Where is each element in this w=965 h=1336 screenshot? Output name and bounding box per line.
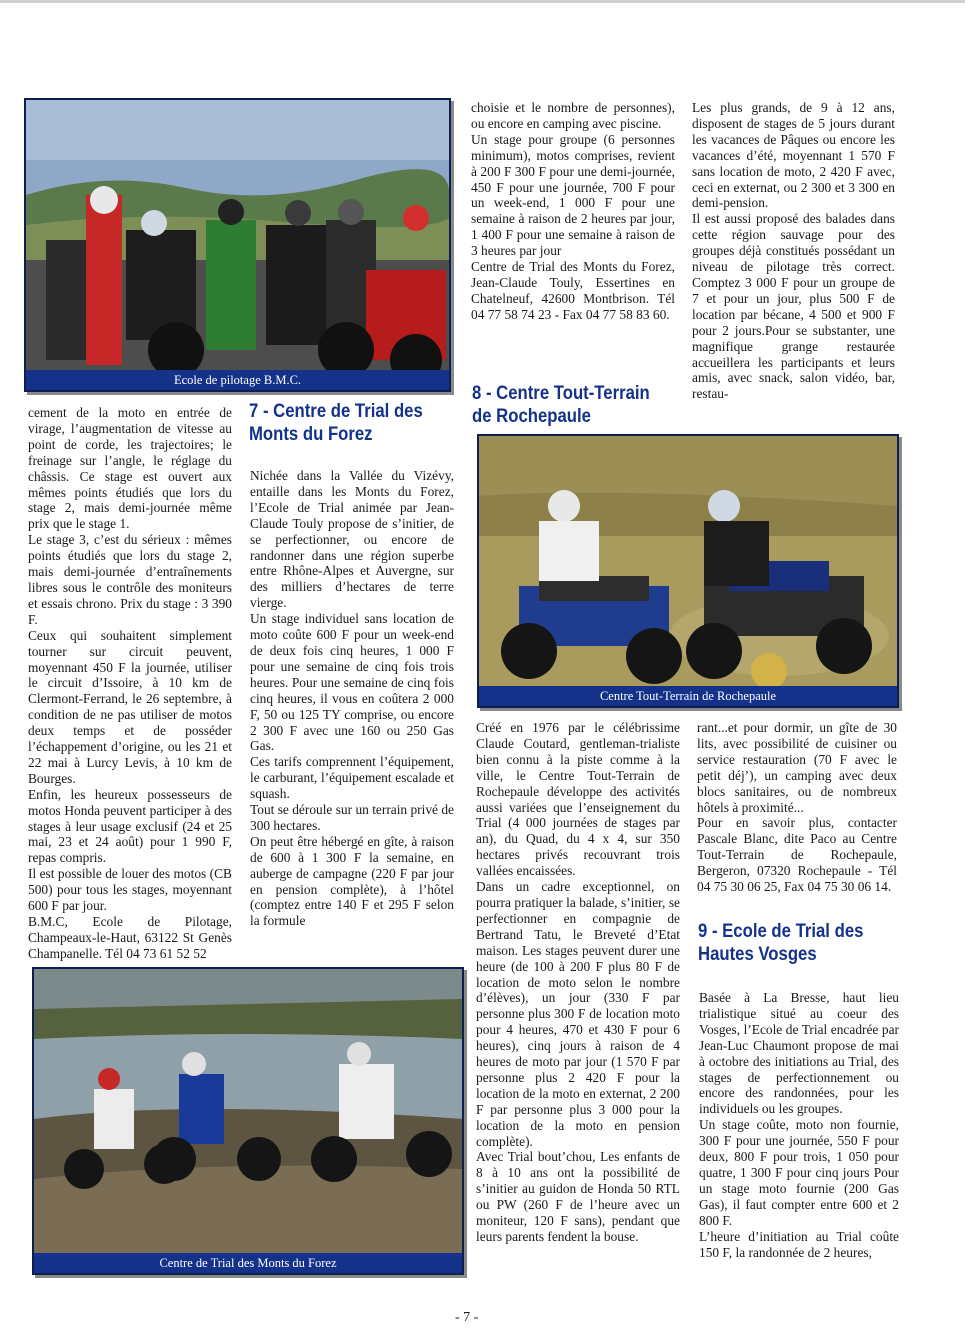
column-7: [699, 990, 899, 1260]
column-1: [28, 405, 232, 962]
photo-bmc-riders: [24, 98, 451, 392]
heading-section-8: 8 - Centre Tout-Terrain de Rochepaule: [472, 383, 650, 427]
col1-paragraph: Ceux qui souhaitent simplement tourner sur circuit peuvent, moyennant 450 F la journée, utiliser le circuit d’Issoire, à 10 km de Clermont-Ferrand, le 26 septembre, à condition de ne pas utiliser de motos deux temps et de posséder l’échappement d’origine, ou les 21 et 22 mai à Lurcy Levis, à 10 km de Bourges.: [28, 627, 232, 786]
col5-paragraph: Créé en 1976 par le célébrissime Claude Coutard, gentleman-trialiste bien connu à la piste comme à la ville, le Centre Tout-Terrain de Rochepaule développe des activités aussi variées que l’enseignement du Trial (4 000 journées de stages par an), du Quad, du 4 x 4, sur 350 hectares privés recouvrant trois vallées encaissées.: [476, 720, 680, 879]
col7-paragraph: Basée à La Bresse, haut lieu trialistique situé au coeur des Vosges, l’Ecole de Trial encadrée par Jean-Luc Chaumont propose de mai à octobre des initiations au Trial, des stages de perfectionnement ou encore des randonnées, pour les individuels ou les groupes.: [699, 990, 899, 1117]
column-4: [692, 100, 895, 402]
col1-paragraph: Le stage 3, c’est du sérieux : mêmes points étudiés que lors du stage 2, mais demi-journée d’entraînements libres sous le contrôle des moniteurs et essais chrono. Prix du stage : 3 390 F.: [28, 532, 232, 627]
caption-rochepaule: Centre Tout-Terrain de Rochepaule: [479, 686, 897, 706]
top-rule: [0, 0, 965, 3]
col3-paragraph: Un stage pour groupe (6 personnes minimum), motos comprises, revient à 200 F 300 F pour une demi-journée, 450 F pour une journée, 700 F pour un week-end, 1 000 F pour une semaine à raison de 2 heures par jour, 1 400 F pour une semaine à raison de 3 heures par jour: [471, 131, 675, 259]
caption-forez: Centre de Trial des Monts du Forez: [34, 1253, 462, 1273]
heading-section-7: 7 - Centre de Trial des Monts du Forez: [249, 401, 423, 445]
rochepaule-quads-illustration: [479, 436, 897, 706]
forez-trial-illustration: [34, 969, 462, 1273]
col5-paragraph: Dans un cadre exceptionnel, on pourra pratiquer la balade, s’initier, se perfectionner en compagnie de Bertrand Tatu, le Breveté d’Etat maison. Les stages peuvent durer une heure (de 100 à 200 F plus 80 F de location de moto selon le nombre d’élèves), un jour (330 F par personne plus 300 F de location moto pour 4 heures, 470 et 430 F pour 6 heures), cinq jours à raison de 4 heures de moto par jour (1 570 F par personne plus 2 420 F pour la location de la moto en externat, 2 200 F par personne plus 3 000 pour la location de la moto en pension complète).: [476, 879, 680, 1149]
col7-paragraph: L’heure d’initiation au Trial coûte 150 F, la randonnée de 2 heures,: [699, 1228, 899, 1260]
caption-bmc: Ecole de pilotage B.M.C.: [26, 370, 449, 390]
photo-forez-trial: [32, 967, 464, 1275]
photo-rochepaule-quads: [477, 434, 899, 708]
col2-paragraph: Tout se déroule sur un terrain privé de 300 hectares.: [250, 802, 454, 833]
col2-paragraph: On peut être hébergé en gîte, à raison de 600 à 1 300 F la semaine, en auberge de campagne (220 F par jour en pension complète), à l’hôtel (comptez entre 140 F et 295 F selon la formule: [250, 833, 454, 929]
column-5: [476, 720, 680, 1245]
col4-paragraph: Il est aussi proposé des balades dans cette région sauvage pour des groupes déjà constitués possédant un niveau de pilotage très correct. Comptez 3 000 F pour un groupe de 7 et pour un jour, plus 500 F de location par bécane, 4 500 et 900 F pour 2 jours.Pour se substanter, une magnifique grange restaurée accueillera les participants et leurs amis, avec snack, salon vidéo, bar, restau-: [692, 211, 895, 402]
heading-section-9: 9 - Ecole de Trial des Hautes Vosges: [698, 921, 864, 965]
col1-paragraph: B.M.C, Ecole de Pilotage, Champeaux-le-Haut, 63122 St Genès Champanelle. Tél 04 73 61 52 52: [28, 914, 232, 961]
col7-paragraph: Un stage coûte, moto non fournie, 300 F pour une journée, 550 F pour deux, 800 F pour trois, 1 050 pour quatre, 1 300 F pour cinq jours Pour un stage moto fournie (200 Gas Gas), il faut compter entre 600 et 2 800 F.: [699, 1117, 899, 1228]
column-3: [471, 100, 675, 323]
col3-paragraph: choisie et le nombre de personnes), ou encore en camping avec piscine.: [471, 100, 675, 131]
col4-paragraph: Les plus grands, de 9 à 12 ans, disposent de stages de 5 jours durant les vacances de Pâques ou encore les vacances d’été, moyennant 1 570 F sans location de moto, 2 420 F avec, ceci en externat, ou 2 300 et 3 300 en demi-pension.: [692, 100, 895, 211]
column-2: [250, 468, 454, 929]
col1-paragraph: Il est possible de louer des motos (CB 500) pour tous les stages, moyennant 600 F par jour.: [28, 866, 232, 914]
column-6: [697, 720, 897, 895]
col5-paragraph: Avec Trial bout’chou, Les enfants de 8 à 10 ans ont la possibilité de s’initier au guidon de Honda 50 RTL ou PW (260 F de l’heure avec un moniteur, 120 F sans), pendant que leurs parents fendent la bouse.: [476, 1149, 680, 1244]
col1-paragraph: Enfin, les heureux possesseurs de motos Honda peuvent participer à des stages à leur usage exclusif (24 et 25 mai, 23 et 24 août) pour 1 990 F, repas compris.: [28, 786, 232, 866]
col2-paragraph: Nichée dans la Vallée du Vizévy, entaille dans les Monts du Forez, l’Ecole de Trial animée par Jean-Claude Touly propose de s’initier, de se perfectionner, ou encore de randonner dans une région superbe entre Rhône-Alpes et Auvergne, sur des milliers d’hectares de terre vierge.: [250, 468, 454, 611]
col6-paragraph: Pour en savoir plus, contacter Pascale Blanc, dite Paco au Centre Tout-Terrain de Rochepaule, Bergeron, 07320 Rochepaule - Tél 04 75 30 06 25, Fax 04 75 30 06 14.: [697, 815, 897, 895]
col2-paragraph: Ces tarifs comprennent l’équipement, le carburant, l’équipement escalade et squash.: [250, 754, 454, 802]
col6-paragraph: rant...et pour dormir, un gîte de 30 lits, avec possibilité de cuisiner ou service restauration (70 F avec le petit déj’), un camping avec deux blocs sanitaires, ou de nombreux hôtels à proximité...: [697, 720, 897, 815]
col1-paragraph: cement de la moto en entrée de virage, l’augmentation de vitesse au point de corde, les trajectoires; le freinage sur l’angle, le réglage du châssis. Ce stage est ouvert aux mêmes points étudiés que lors du stage 2, mais demi-journée même prix que le stage 1.: [28, 405, 232, 532]
col2-paragraph: Un stage individuel sans location de moto coûte 600 F pour un week-end de deux fois cinq heures, 1 000 F pour une semaine de cinq fois trois heures. Pour une semaine de cinq fois cinq heures, il vous en coûtera 2 000 F, 50 ou 125 TY comprise, ou encore 2 300 F avec une 160 ou 250 Gas Gas.: [250, 611, 454, 754]
bmc-riders-illustration: [26, 100, 449, 390]
page-number: - 7 -: [455, 1310, 479, 1325]
col3-paragraph: Centre de Trial des Monts du Forez, Jean-Claude Touly, Essertines en Chatelneuf, 42600 Montbrison. Tél 04 77 58 74 23 - Fax 04 77 58 83 60.: [471, 259, 675, 322]
